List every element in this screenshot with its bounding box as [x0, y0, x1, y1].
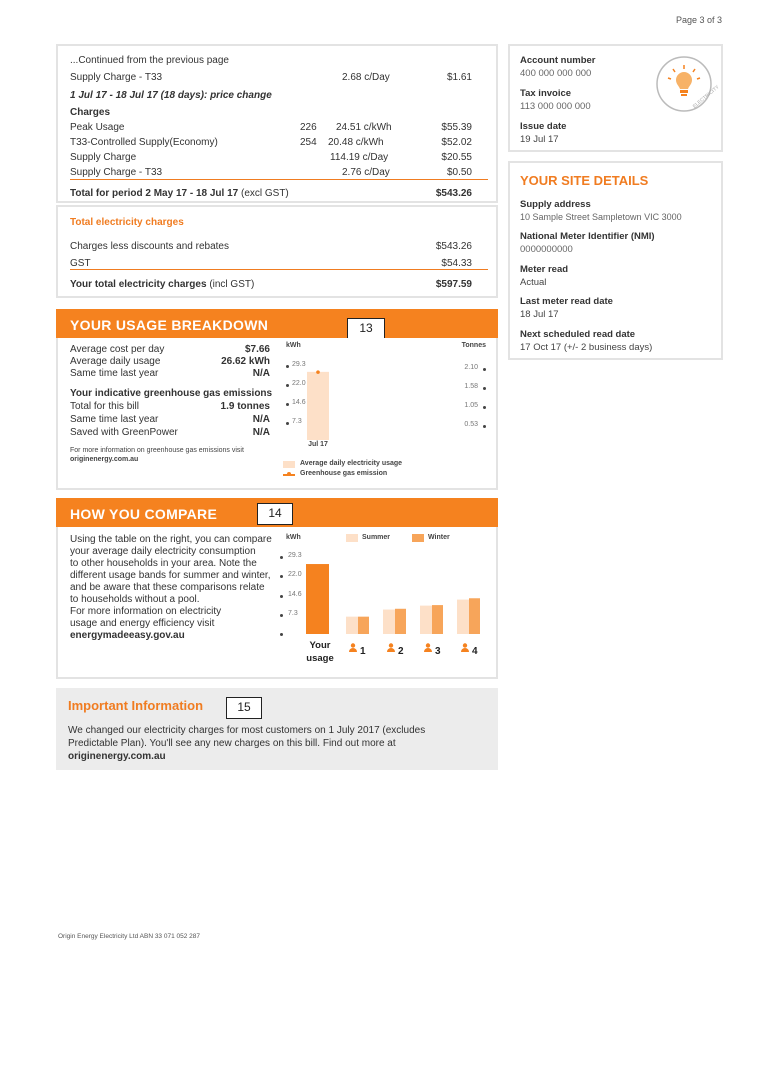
issue-date-label: Issue date: [520, 121, 567, 132]
footer-text: Origin Energy Electricity Ltd ABN 33 071 052 287: [58, 933, 200, 940]
compare-para-line: Using the table on the right, you can compare: [70, 534, 272, 545]
more-info-link[interactable]: originenergy.com.au: [70, 456, 139, 463]
last-read: 18 Jul 17: [520, 309, 559, 320]
same-time: N/A: [252, 368, 270, 379]
winter-bar: [358, 617, 369, 634]
y2-tick: 1.05: [464, 402, 478, 409]
person-icon: [424, 643, 432, 652]
compare-chart: [280, 529, 492, 675]
y-axis-label: kWh: [286, 342, 301, 349]
period-total-text: Total for period 2 May 17 - 18 Jul 17: [70, 188, 239, 199]
legend-summer-label: Summer: [362, 534, 391, 541]
tax-invoice-label: Tax invoice: [520, 88, 572, 99]
supply-address-label: Supply address: [520, 199, 591, 210]
compare-heading: HOW YOU COMPARE: [70, 506, 218, 522]
charge-row-amount: $52.02: [441, 137, 472, 148]
avg-usage: 26.62 kWh: [221, 356, 270, 367]
charge-row-amount: $0.50: [446, 167, 472, 178]
divider: [70, 179, 488, 180]
usage-heading: YOUR USAGE BREAKDOWN: [70, 317, 269, 333]
y2-tick: 1.58: [464, 383, 478, 390]
total-bill-label: Total for this bill: [70, 401, 139, 412]
your-usage-bar: [306, 564, 329, 634]
meter-read: Actual: [520, 277, 547, 288]
person-icon: [461, 643, 469, 652]
site-details-heading: YOUR SITE DETAILS: [520, 173, 649, 188]
account-number-label: Account number: [520, 55, 596, 66]
charges-less-label: Charges less discounts and rebates: [70, 241, 229, 252]
electricity-badge-icon: [654, 54, 721, 114]
winter-bar: [469, 598, 480, 634]
important-tag: 15: [226, 697, 262, 719]
summer-bar: [383, 610, 395, 634]
y2-tick: 0.53: [464, 421, 478, 428]
compare-para-line: different usage bands for summer and winter,: [70, 570, 271, 581]
winter-bar: [395, 609, 406, 634]
tax-invoice: 113 000 000 000: [520, 101, 591, 112]
same-time-label: Same time last year: [70, 368, 159, 379]
compare-para-line: to households without a pool.: [70, 594, 200, 605]
account-panel: [508, 44, 723, 152]
avg-usage-label: Average daily usage: [70, 356, 161, 367]
legend-usage-swatch: [283, 461, 295, 468]
y-tick: 22.0: [288, 571, 302, 578]
important-link[interactable]: originenergy.com.au: [68, 751, 166, 762]
charge-row-rate: 2.68 c/Day: [342, 72, 390, 83]
charge-row-label: Supply Charge - T33: [70, 167, 163, 178]
charge-row-qty: 254: [300, 137, 317, 148]
compare-link[interactable]: energymadeeasy.gov.au: [70, 630, 185, 641]
important-line: We changed our electricity charges for most customers on 1 July 2017 (excludes: [68, 725, 426, 736]
nmi-label: National Meter Identifier (NMI): [520, 231, 655, 242]
y-tick: 29.3: [288, 552, 302, 559]
important-line: Predictable Plan). You'll see any new charges on this bill. Find out more at: [68, 738, 396, 749]
compare-bars: [280, 529, 492, 639]
important-heading: Important Information: [68, 698, 204, 713]
person-icon: [349, 643, 357, 652]
household-label: 4: [472, 646, 478, 657]
divider: [70, 269, 488, 270]
compare-para-line: your average daily electricity consumption: [70, 546, 256, 557]
same-time2-label: Same time last year: [70, 414, 159, 425]
charge-row-label: T33-Controlled Supply(Economy): [70, 137, 218, 148]
x-tick-label: Jul 17: [308, 441, 328, 448]
charge-row-rate: 24.51 c/kWh: [336, 122, 392, 133]
next-read: 17 Oct 17 (+/- 2 business days): [520, 342, 653, 353]
charge-row-label: Supply Charge: [70, 152, 137, 163]
period-total-label: [70, 188, 289, 199]
summer-bar: [346, 617, 358, 634]
grand-total-suffix: (incl GST): [209, 279, 255, 290]
compare-para-line: and be aware that these comparisons relate: [70, 582, 265, 593]
household-label: 1: [360, 646, 366, 657]
charge-row-label: Peak Usage: [70, 122, 125, 133]
issue-date: 19 Jul 17: [520, 134, 559, 145]
compare-para-line: usage and energy efficiency visit: [70, 618, 215, 629]
grand-total-text: Your total electricity charges: [70, 279, 207, 290]
legend-winter-label: Winter: [428, 534, 450, 541]
charges-less-amount: $543.26: [435, 241, 472, 252]
important-panel: [56, 688, 498, 770]
supply-address: 10 Sample Street Sampletown VIC 3000: [520, 212, 682, 222]
y-axis-label: kWh: [286, 534, 301, 541]
greenpower: N/A: [252, 427, 270, 438]
period-total-amount: $543.26: [435, 188, 472, 199]
grand-total-amount: $597.59: [435, 279, 472, 290]
electricity-badge-text: ELECTRICITY: [691, 84, 721, 110]
y2-tick: 2.10: [464, 364, 478, 371]
y-tick: 14.6: [288, 591, 302, 598]
compare-panel: [56, 527, 498, 679]
gst-label: GST: [70, 258, 91, 269]
ghg-heading: Your indicative greenhouse gas emissions: [70, 388, 273, 399]
charge-row-rate: 2.76 c/Day: [342, 167, 390, 178]
y-tick: 14.6: [292, 399, 306, 406]
legend-ghg-label: Greenhouse gas emission: [300, 470, 388, 477]
summer-bar: [420, 606, 432, 634]
y-tick: 29.3: [292, 361, 306, 368]
more-info-text: For more information on greenhouse gas emissions visit: [70, 447, 244, 454]
person-icon: [387, 643, 395, 652]
household-label: 2: [398, 646, 404, 657]
nmi-value: 0000000000: [520, 244, 573, 255]
avg-cost-label: Average cost per day: [70, 344, 165, 355]
next-read-label: Next scheduled read date: [520, 329, 636, 340]
total-electricity-panel: [56, 205, 498, 298]
same-time2: N/A: [252, 414, 270, 425]
compare-para-line: For more information on electricity: [70, 606, 222, 617]
continued-note: ...Continued from the previous page: [70, 55, 229, 66]
charge-row-amount: $1.61: [446, 72, 472, 83]
grand-total-label: [70, 279, 254, 290]
period-total-suffix: (excl GST): [240, 188, 289, 199]
y-tick: 7.3: [288, 610, 298, 617]
compare-para-line: to other households in your area. Note the: [70, 558, 257, 569]
charge-row-qty: 226: [300, 122, 317, 133]
greenpower-label: Saved with GreenPower: [70, 427, 178, 438]
your-usage-label: Your usage: [306, 640, 334, 664]
usage-chart: [280, 340, 492, 486]
account-number: 400 000 000 000: [520, 68, 592, 79]
usage-bars: [280, 340, 492, 440]
legend-usage-label: Average daily electricity usage: [300, 460, 403, 467]
usage-banner: [56, 309, 498, 339]
charge-row-label: Supply Charge - T33: [70, 72, 163, 83]
summer-bar: [457, 600, 469, 634]
usage-bar: [307, 372, 329, 440]
y-tick: 7.3: [292, 418, 302, 425]
y2-axis-label: Tonnes: [461, 342, 486, 349]
charge-row-rate: 20.48 c/kWh: [328, 137, 384, 148]
avg-cost: $7.66: [244, 344, 270, 355]
legend-ghg-dot: [287, 472, 291, 476]
usage-panel: [56, 338, 498, 490]
charges-panel: [56, 44, 498, 203]
usage-tag: 13: [347, 318, 385, 340]
charges-heading: Charges: [70, 107, 111, 118]
site-details-panel: [508, 161, 723, 360]
charge-row-rate: 114.19 c/Day: [330, 152, 389, 163]
last-read-label: Last meter read date: [520, 296, 613, 307]
gst-amount: $54.33: [441, 258, 472, 269]
y-tick: 22.0: [292, 380, 306, 387]
compare-tag: 14: [257, 503, 293, 525]
meter-read-label: Meter read: [520, 264, 569, 275]
charge-row-amount: $20.55: [441, 152, 472, 163]
page-number: Page 3 of 3: [675, 15, 722, 25]
winter-bar: [432, 605, 443, 634]
period-heading: 1 Jul 17 - 18 Jul 17 (18 days): price change: [70, 90, 272, 101]
household-label: 3: [435, 646, 441, 657]
charge-row-amount: $55.39: [441, 122, 472, 133]
total-bill: 1.9 tonnes: [220, 401, 270, 412]
total-electricity-heading: Total electricity charges: [70, 217, 184, 228]
ghg-point: [316, 370, 320, 374]
